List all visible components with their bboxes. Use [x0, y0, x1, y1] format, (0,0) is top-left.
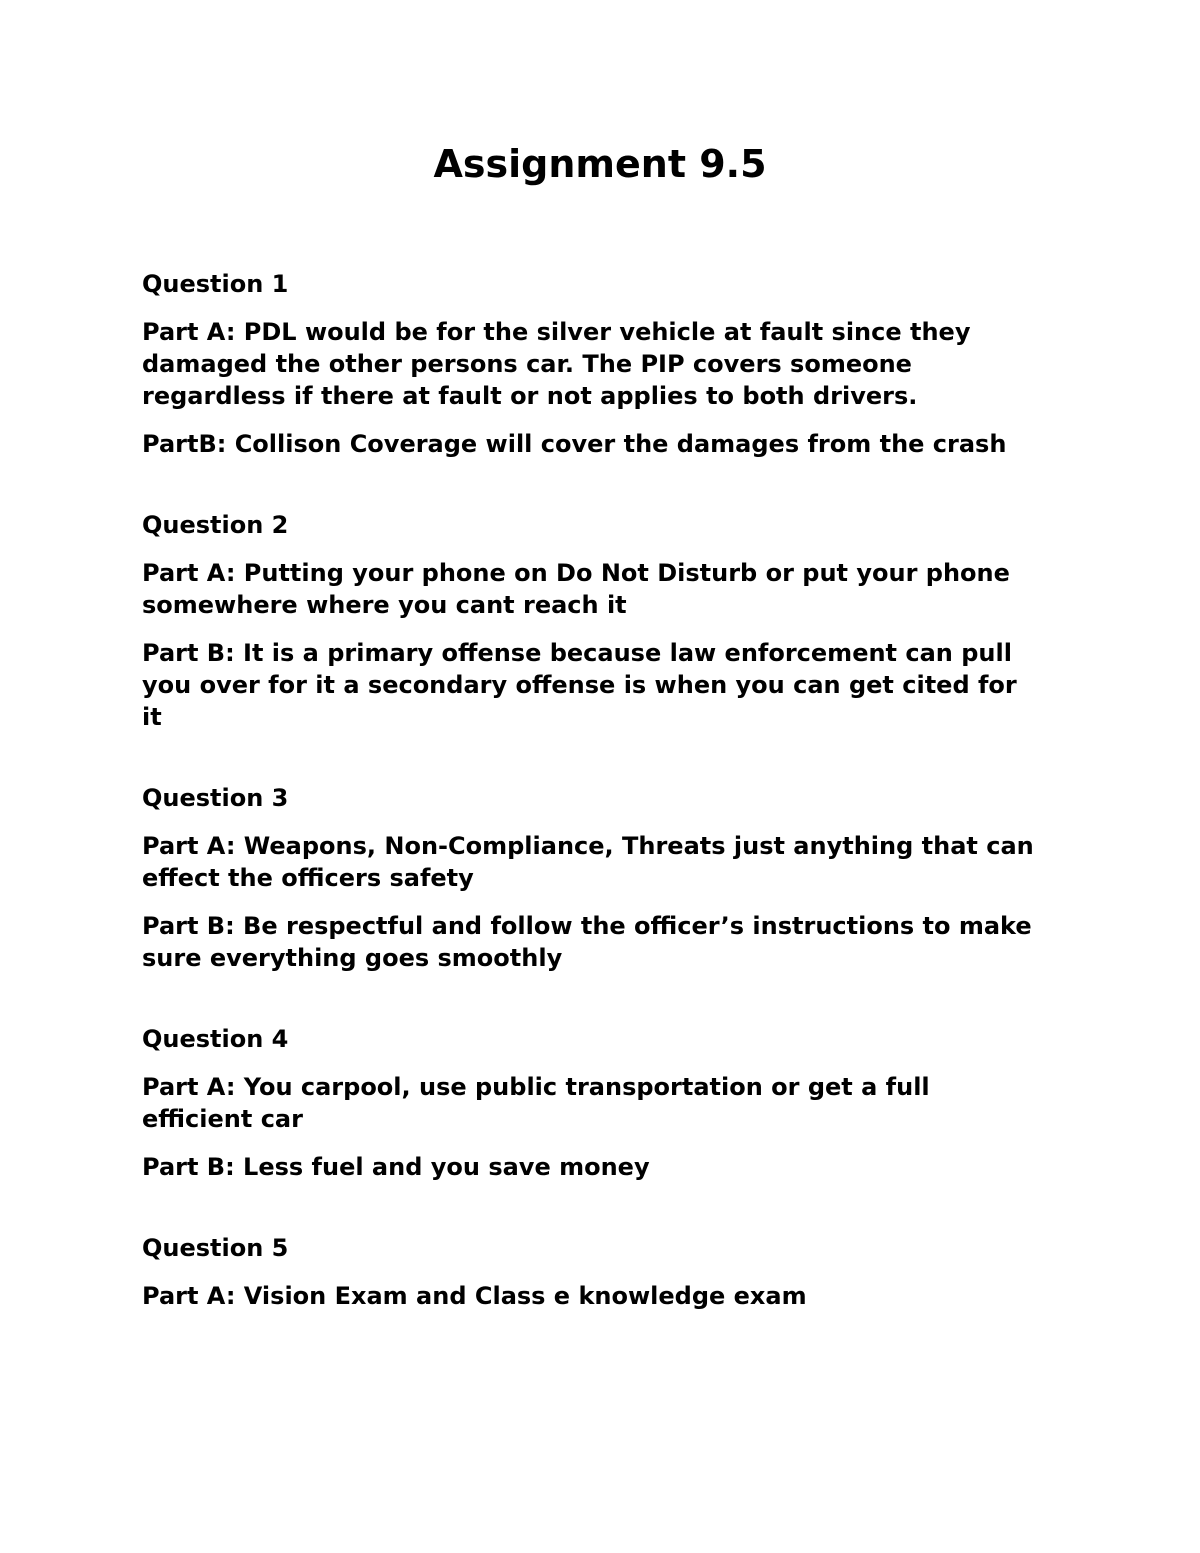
answer-part-a: Part A: Weapons, Non-Compliance, Threats just anything that can effect the officers safety	[142, 832, 1034, 892]
document-body	[142, 268, 1042, 1361]
question-heading: Question 2	[142, 511, 289, 539]
question-2	[142, 509, 1042, 733]
answer-part-b: Part B: Be respectful and follow the officer’s instructions to make sure everything goes smoothly	[142, 912, 1032, 972]
answer-part-a: Part A: Vision Exam and Class e knowledge exam	[142, 1282, 807, 1310]
question-5	[142, 1232, 1042, 1312]
question-heading: Question 1	[142, 270, 289, 298]
answer-part-a: Part A: PDL would be for the silver vehicle at fault since they damaged the other persons car. The PIP covers someone regardless if there at fault or not applies to both drivers.	[142, 318, 971, 410]
answer-part-b: Part B: It is a primary offense because law enforcement can pull you over for it a secondary offense is when you can get cited for it	[142, 639, 1017, 731]
question-3	[142, 782, 1042, 974]
answer-part-b: PartB: Collison Coverage will cover the damages from the crash	[142, 430, 1007, 458]
question-heading: Question 4	[142, 1025, 289, 1053]
question-1	[142, 268, 1042, 460]
answer-part-b: Part B: Less fuel and you save money	[142, 1153, 650, 1181]
question-heading: Question 5	[142, 1234, 289, 1262]
question-heading: Question 3	[142, 784, 289, 812]
document-title: Assignment 9.5	[433, 142, 767, 186]
answer-part-a: Part A: You carpool, use public transportation or get a full efficient car	[142, 1073, 930, 1133]
answer-part-a: Part A: Putting your phone on Do Not Disturb or put your phone somewhere where you cant reach it	[142, 559, 1010, 619]
question-4	[142, 1023, 1042, 1183]
